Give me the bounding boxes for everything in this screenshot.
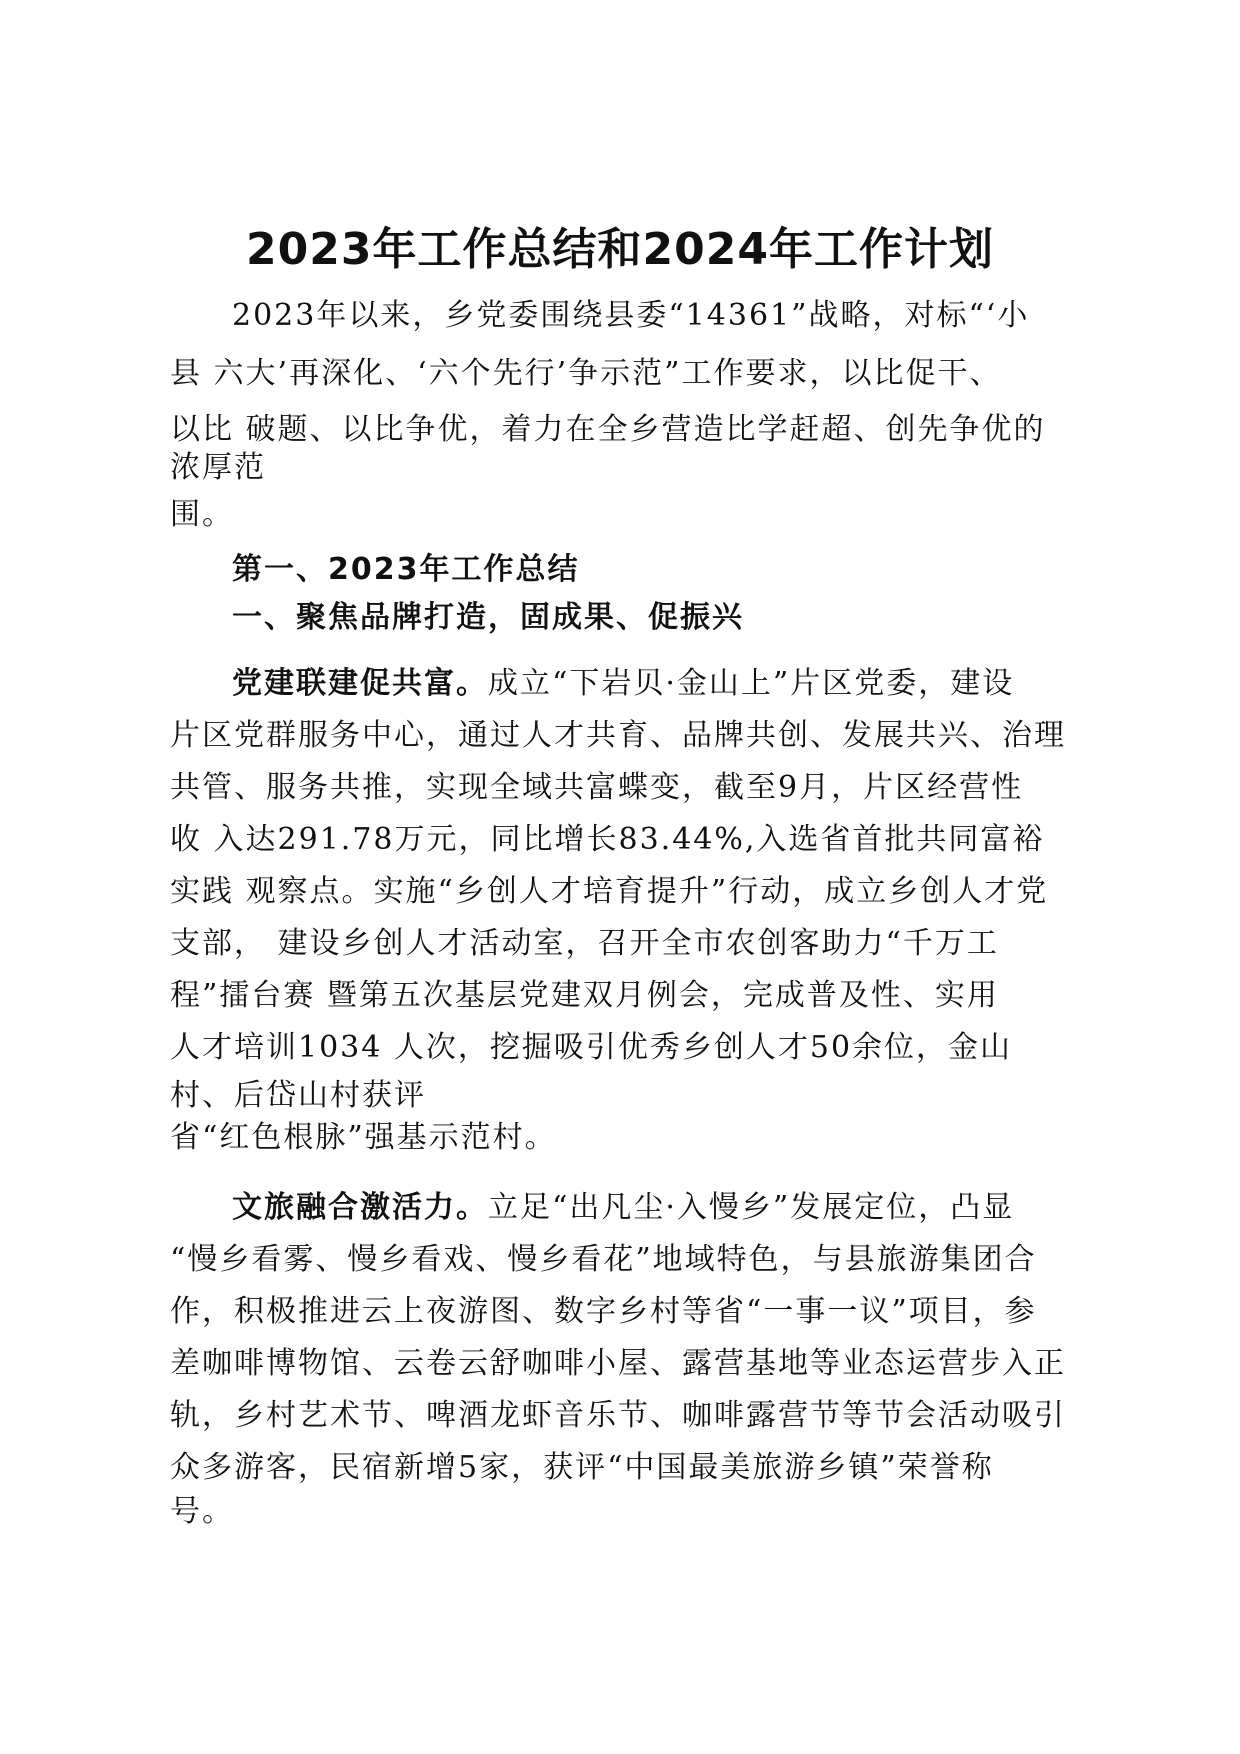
paragraph-line: 众多游客，民宿新增5家，获评“中国最美旅游乡镇”荣誉称 (170, 1450, 994, 1485)
paragraph-line: 共管、服务共推，实现全域共富蝶变，截至9月，片区经营性 (170, 770, 1024, 805)
section-heading: 第一、2023年工作总结 (232, 552, 580, 587)
paragraph-line: 省“红色根脉”强基示范村。 (170, 1120, 557, 1155)
paragraph-lead: 党建联建促共富。 (232, 666, 488, 701)
paragraph-line: 程”擂台赛 暨第五次基层党建双月例会，完成普及性、实用 (170, 978, 999, 1013)
paragraph-line: “慢乡看雾、慢乡看戏、慢乡看花”地域特色，与县旅游集团合 (170, 1242, 1037, 1277)
paragraph-line: 差咖啡博物馆、云卷云舒咖啡小屋、露营基地等业态运营步入正 (170, 1346, 1066, 1381)
paragraph-line: 号。 (170, 1494, 234, 1529)
intro-line: 浓厚范 (170, 450, 266, 485)
paragraph-line (232, 1188, 1014, 1228)
paragraph-line: 村、后岱山村获评 (170, 1078, 426, 1113)
paragraph-line: 支部， 建设乡创人才活动室，召开全市农创客助力“千万工 (170, 926, 999, 961)
paragraph-line: 轨，乡村艺术节、啤酒龙虾音乐节、咖啡露营节等节会活动吸引 (170, 1398, 1066, 1433)
paragraph-text: 立足“出凡尘·入慢乡”发展定位，凸显 (488, 1190, 1015, 1225)
intro-line: 县 六大’再深化、‘六个先行’争示范”工作要求，以比促干、 (170, 356, 1002, 391)
paragraph-line: 人才培训1034 人次，挖掘吸引优秀乡创人才50余位，金山 (170, 1030, 1013, 1065)
subsection-heading: 一、聚焦品牌打造，固成果、促振兴 (232, 600, 744, 635)
intro-line: 以比 破题、以比争优，着力在全乡营造比学赶超、创先争优的 (170, 412, 1046, 447)
document-title: 2023年工作总结和2024年工作计划 (246, 224, 994, 275)
paragraph-line (232, 664, 1014, 704)
paragraph-line: 实践 观察点。实施“乡创人才培育提升”行动，成立乡创人才党 (170, 874, 1049, 909)
intro-line: 围。 (170, 497, 234, 532)
paragraph-line: 收 入达291.78万元，同比增长83.44%,入选省首批共同富裕 (170, 822, 1045, 857)
paragraph-text: 成立“下岩贝·金山上”片区党委，建设 (488, 666, 1015, 701)
paragraph-lead: 文旅融合激活力。 (232, 1190, 488, 1225)
paragraph-line: 片区党群服务中心，通过人才共育、品牌共创、发展共兴、治理 (170, 718, 1066, 753)
intro-line: 2023年以来，乡党委围绕县委“14361”战略，对标“‘小 (232, 298, 1030, 333)
paragraph-line: 作，积极推进云上夜游图、数字乡村等省“一事一议”项目，参 (170, 1294, 1037, 1329)
